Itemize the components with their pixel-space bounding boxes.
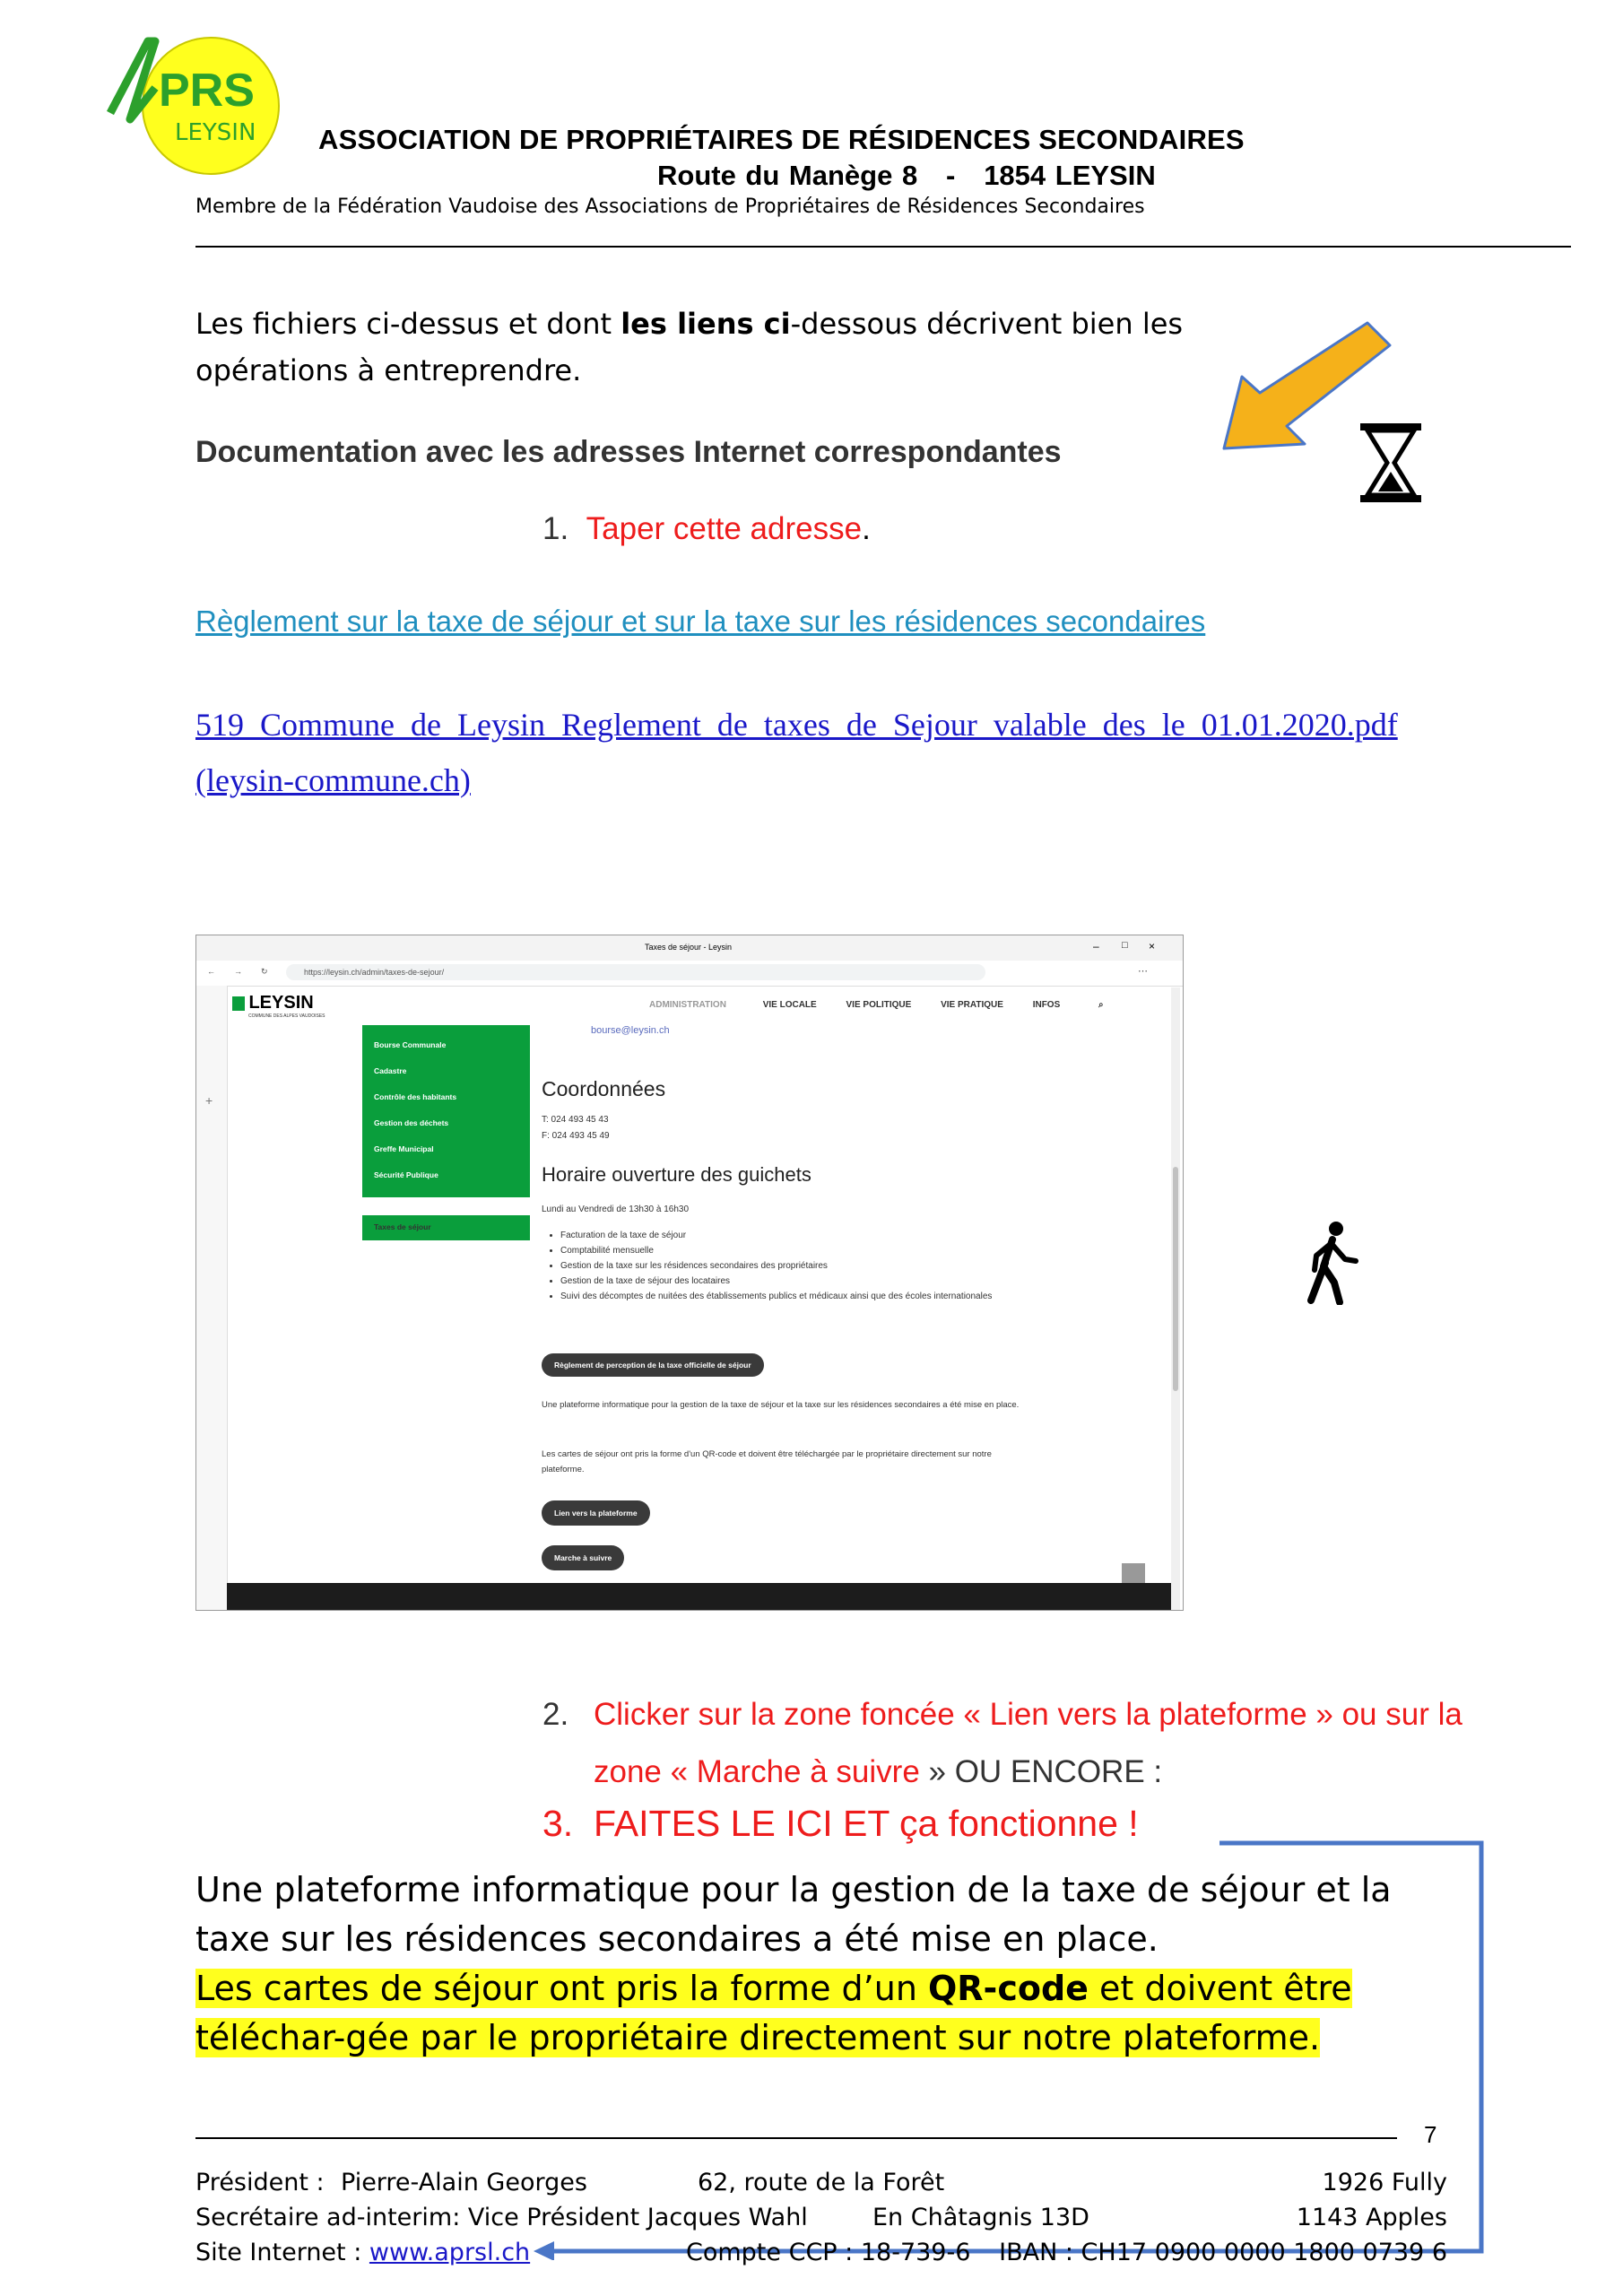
header-address: Route du Manège 8 - 1854 LEYSIN [657,160,1156,191]
address-bar[interactable] [286,964,985,980]
step-1: 1. Taper cette adresse. [542,511,871,546]
footer-site-link[interactable]: www.aprsl.ch [369,2239,531,2266]
site-para-2: Les cartes de séjour ont pris la forme d'un QR-code et doivent être téléchargée par le propriétaire directement sur notre plateforme. [542,1449,992,1474]
pedestrian-icon [1298,1220,1361,1305]
svg-text:LEYSIN: LEYSIN [175,119,256,146]
bullet-item: • Comptabilité mensuelle [560,1243,1063,1258]
nav-vie-politique[interactable]: VIE POLITIQUE [846,1000,912,1010]
site-fax: F: 024 493 45 49 [542,1131,610,1141]
footer-secretary: Secrétaire ad-interim: Vice Président Jacques Wahl [195,2204,808,2231]
sidebar-item-cadastre[interactable]: Cadastre [374,1066,407,1075]
final-paragraph-1: Une plateforme informatique pour la gestion de la taxe de séjour et la taxe sur les résidences secondaires a été mise en place. [195,1870,1392,1959]
documentation-heading: Documentation avec les adresses Internet correspondantes [195,435,1062,469]
menu-icon[interactable]: ⋯ [1138,966,1148,977]
header-divider [195,246,1571,248]
sidebar-item-controle[interactable]: Contrôle des habitants [374,1092,457,1101]
scroll-top-button[interactable] [1122,1563,1145,1583]
step-2: 2. Clicker sur la zone foncée « Lien vers la plateforme » ou sur la zone « Marche à suivre » OU ENCORE : [542,1697,1462,1789]
nav-vie-locale[interactable]: VIE LOCALE [762,1000,817,1010]
site-logo[interactable]: LEYSIN COMMUNE DES ALPES VAUDOISES [232,993,325,1019]
intro-paragraph: Les fichiers ci-dessus et dont les liens ci-dessous décrivent bien les opérations à entreprendre. [195,307,1184,387]
url-text: https://leysin.ch/admin/taxes-de-sejour/ [304,968,445,977]
footer-iban: IBAN : CH17 0900 0000 1800 0739 6 [999,2239,1447,2266]
site-email[interactable]: bourse@leysin.ch [591,1025,670,1036]
sidebar-item-securite[interactable]: Sécurité Publique [374,1170,438,1179]
sidebar-item-taxes[interactable]: Taxes de séjour [374,1222,431,1231]
nav-administration[interactable]: ADMINISTRATION [649,1000,726,1010]
footer-secretary-city: 1143 Apples [1296,2204,1447,2231]
site-search-icon[interactable]: ⌕ [1098,1000,1104,1010]
site-btn-lien[interactable]: Lien vers la plateforme [542,1500,650,1526]
header-member: Membre de la Fédération Vaudoise des Associations de Propriétaires de Résidences Secondaires [195,196,1145,218]
site-btn-marche[interactable]: Marche à suivre [542,1545,624,1570]
bullet-item: • Suivi des décomptes de nuitées des établissements publics et médicaux ainsi que des écoles internationales [560,1289,1063,1304]
link-reglement[interactable]: Règlement sur la taxe de séjour et sur la taxe sur les résidences secondaires [195,604,1206,638]
nav-vie-pratique[interactable]: VIE PRATIQUE [941,1000,1003,1010]
footer-divider [195,2137,1397,2139]
back-icon[interactable]: ← [207,967,215,976]
reload-icon[interactable]: ↻ [261,967,268,976]
site-sidebar-list [374,1032,456,1266]
add-icon[interactable]: + [205,1093,213,1108]
header-title: ASSOCIATION DE PROPRIÉTAIRES DE RÉSIDENCES SECONDAIRES [318,124,1245,155]
site-footer-band [227,1583,1171,1610]
footer-president-address: 62, route de la Forêt [698,2169,945,2196]
tab-title: Taxes de séjour - Leysin [645,943,733,952]
browser-titlebar [196,935,1183,961]
site-coord-title: Coordonnées [542,1077,666,1100]
aprs-logo [103,34,296,178]
bullet-item: • Facturation de la taxe de séjour [560,1228,1063,1243]
site-para-1: Une plateforme informatique pour la gestion de la taxe de séjour et la taxe sur les résidences secondaires a été mise en place. [542,1400,1020,1410]
browser-side-rail [196,986,228,1610]
browser-toolbar [196,961,1183,987]
page-number: 7 [1424,2121,1437,2148]
bullet-item: • Gestion de la taxe sur les résidences secondaires des propriétaires [560,1258,1063,1274]
bullet-item: • Gestion de la taxe de séjour des locataires [560,1274,1063,1289]
maximize-icon[interactable]: □ [1122,940,1128,951]
footer-secretary-address: En Châtagnis 13D [872,2204,1089,2231]
svg-text:PRS: PRS [159,65,255,117]
browser-screenshot [195,935,1184,1611]
site-horaire-title: Horaire ouverture des guichets [542,1163,812,1186]
sidebar-item-dechets[interactable]: Gestion des déchets [374,1118,449,1127]
sidebar-item-bourse[interactable]: Bourse Communale [374,1040,447,1049]
footer-ccp: Compte CCP : 18-739-6 [686,2239,971,2266]
sidebar-item-services[interactable]: Services [374,1196,405,1205]
sidebar-item-greffe[interactable]: Greffe Municipal [374,1144,434,1153]
final-paragraph-2: Les cartes de séjour ont pris la forme d’un QR-code et doivent être téléchar-gée par le propriétaire directement sur notre plateforme. [195,1969,1352,2057]
link-pdf[interactable]: 519_Commune_de_Leysin_Reglement_de_taxes_de_Sejour_valable_des_le_01.01.2020.pdf (leysin-commune.ch) [195,707,1398,798]
site-phone: T: 024 493 45 43 [542,1115,609,1125]
close-icon[interactable]: × [1149,940,1156,952]
footer-president-name: Pierre-Alain Georges [341,2169,587,2196]
minimize-icon[interactable]: – [1093,940,1099,952]
footer-site: Site Internet : www.aprsl.ch [195,2239,531,2266]
footer-president-city: 1926 Fully [1322,2169,1447,2196]
site-btn-reglement[interactable]: Règlement de perception de la taxe officielle de séjour [542,1353,764,1377]
footer-president-label: Président : [195,2169,325,2196]
nav-infos[interactable]: INFOS [1032,1000,1061,1010]
site-nav [649,1000,1104,1010]
step-3[interactable]: 3. FAITES LE ICI ET ça fonctionne ! [542,1803,1139,1844]
final-paragraph [195,1866,1451,2063]
sidebar-item-reglements[interactable]: Règlements [374,1248,418,1257]
hourglass-icon [1358,422,1423,504]
site-horaire-text: Lundi au Vendredi de 13h30 à 16h30 [542,1205,690,1214]
forward-icon[interactable]: → [234,967,242,976]
site-scrollbar[interactable] [1171,987,1180,1610]
site-bullet-list [528,1228,1063,1304]
